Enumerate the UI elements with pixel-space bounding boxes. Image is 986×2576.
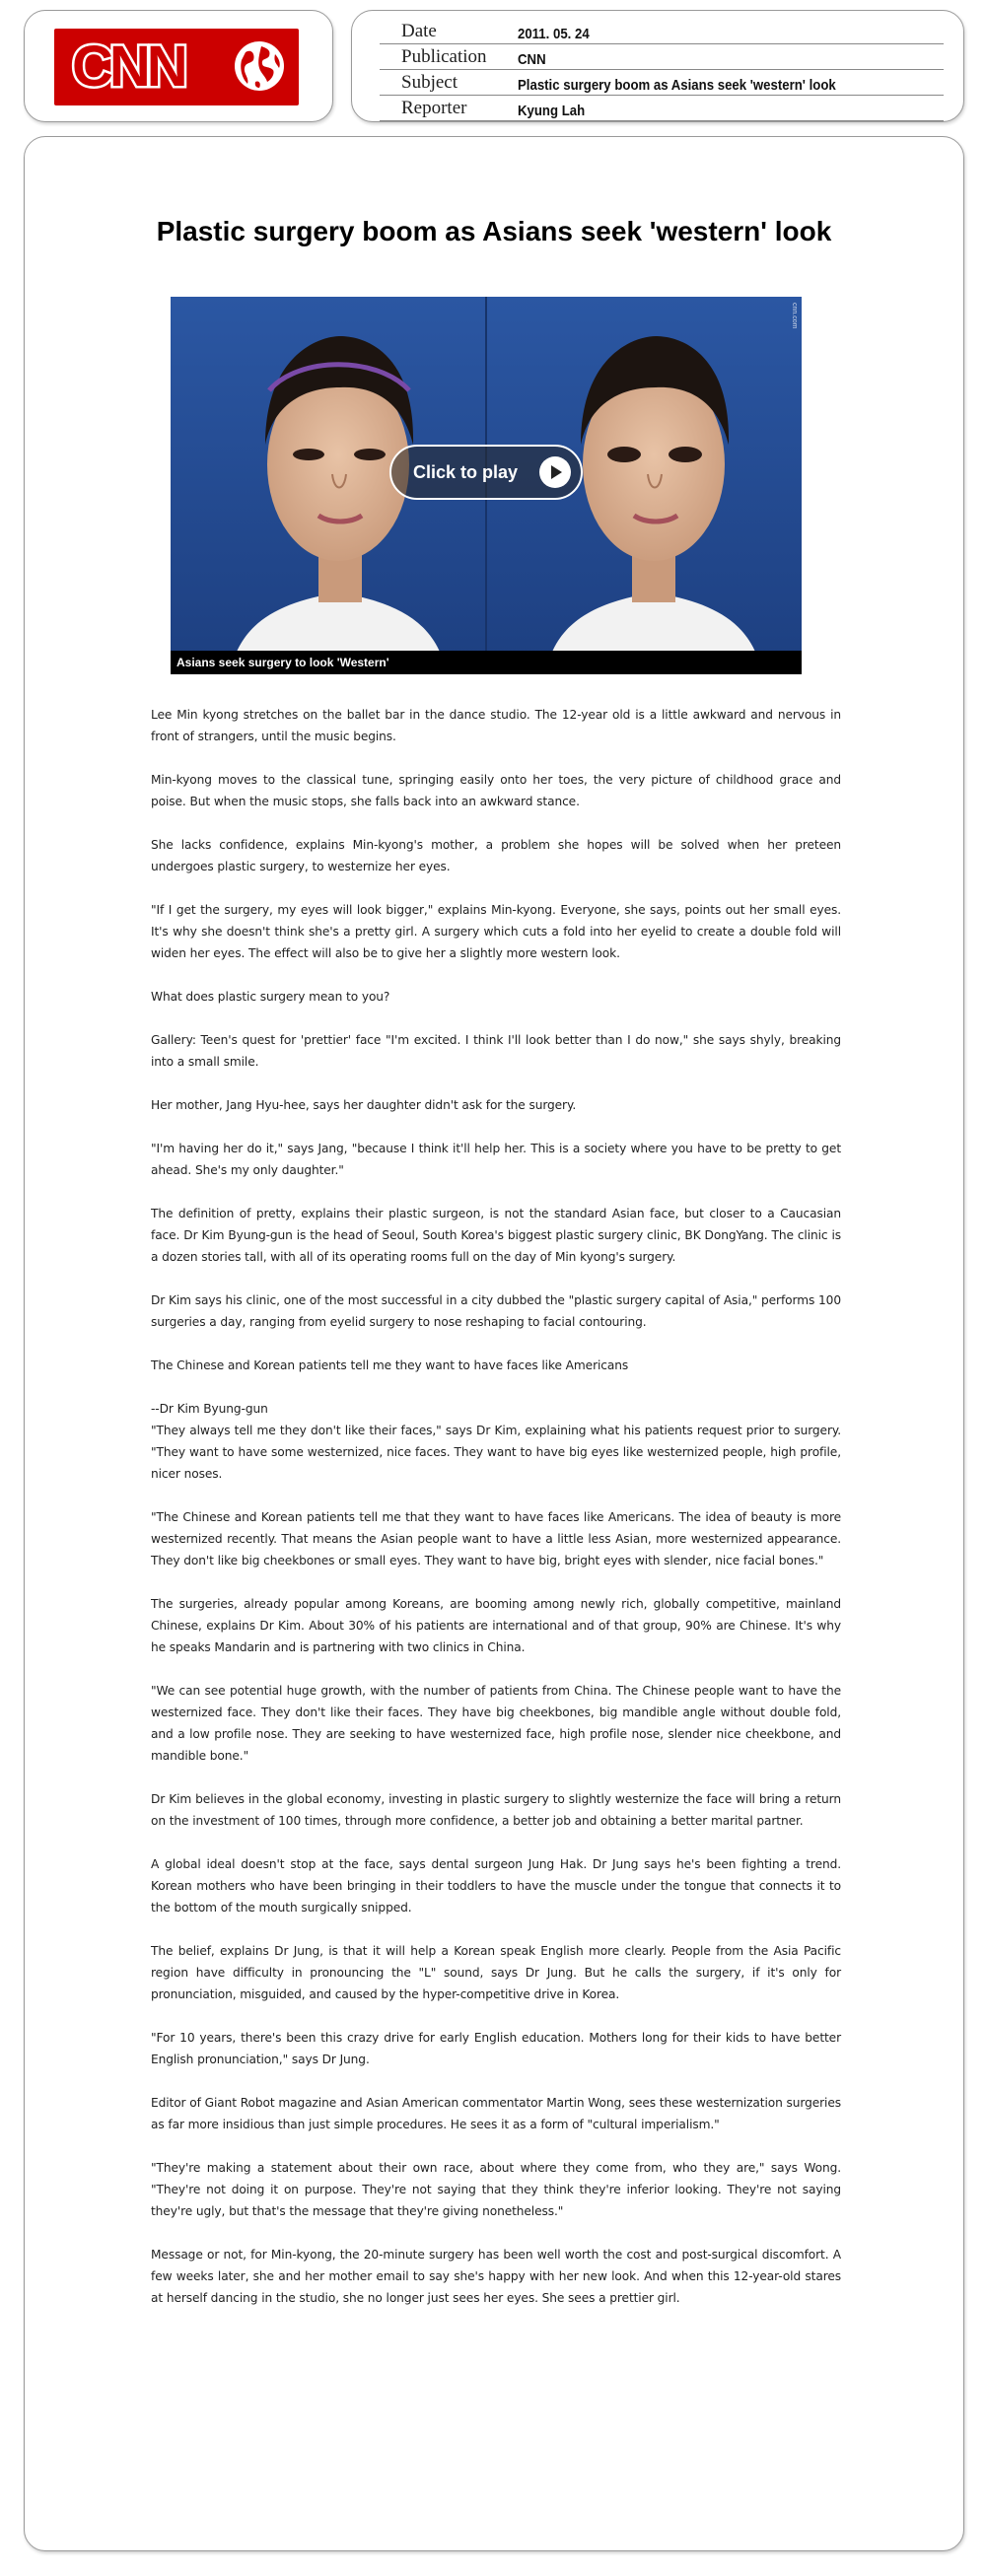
- meta-row-date: [380, 19, 944, 44]
- cnn-logo-text: CNN: [72, 35, 184, 99]
- globe-icon: [232, 38, 287, 94]
- article-paragraph: The Chinese and Korean patients tell me they want to have faces like Americans: [151, 1358, 629, 1372]
- meta-label: Subject: [380, 70, 518, 96]
- article-paragraph: A global ideal doesn't stop at the face, says dental surgeon Jung Hak. Dr Jung says he's been fighting a trend. Korean mothers who have been bringing in their toddlers to have the muscle under the tongue that connects it to the bottom of the mouth surgically snipped.: [151, 1857, 841, 1915]
- meta-label: Reporter: [380, 96, 518, 121]
- article-paragraph: Dr Kim believes in the global economy, investing in plastic surgery to slightly westernize the face will bring a return on the investment of 100 times, through more confidence, a better job and obtaining a better marital partner.: [151, 1792, 841, 1828]
- article-paragraph: Editor of Giant Robot magazine and Asian American commentator Martin Wong, sees these westernization surgeries as far more insidious than just simple procedures. He sees it as a form of "cultural imperialism.": [151, 2096, 841, 2131]
- article-paragraph: Min-kyong moves to the classical tune, springing easily onto her toes, the very picture of childhood grace and poise. But when the music stops, she falls back into an awkward stance.: [151, 773, 841, 808]
- article-paragraph: The surgeries, already popular among Koreans, are booming among newly rich, globally competitive, mainland Chinese, explains Dr Kim. About 30% of his patients are international and of that group, 90% are Chinese. It's why he speaks Mandarin and is partnering with two clinics in China.: [151, 1597, 841, 1654]
- article-paragraph: What does plastic surgery mean to you?: [151, 990, 390, 1004]
- article-paragraph: Message or not, for Min-kyong, the 20-minute surgery has been well worth the cost and post-surgical discomfort. A few weeks later, she and her mother email to say she's happy with her new look. And when this 12-year-old stares at herself dancing in the studio, she no longer just sees her eyes. She sees a prettier girl.: [151, 2248, 841, 2305]
- cnn-logo: [54, 29, 299, 105]
- play-icon: [539, 456, 571, 488]
- article-paragraph: Lee Min kyong stretches on the ballet bar in the dance studio. The 12-year old is a little awkward and nervous in front of strangers, until the music begins.: [151, 708, 841, 743]
- article-paragraph: She lacks confidence, explains Min-kyong's mother, a problem she hopes will be solved when her preteen undergoes plastic surgery, to westernize her eyes.: [151, 838, 841, 873]
- logo-panel: [24, 10, 333, 122]
- article-paragraph: Dr Kim says his clinic, one of the most successful in a city dubbed the "plastic surgery capital of Asia," performs 100 surgeries a day, ranging from eyelid surgery to nose reshaping to facial contouring.: [151, 1293, 841, 1329]
- meta-value: CNN: [518, 44, 892, 70]
- article-paragraph: "The Chinese and Korean patients tell me that they want to have faces like Americans. The idea of beauty is more westernized recently. That means the Asian people want to have a little less Asian, more westernized appearance. They don't like big cheekbones or small eyes. They want to have big, bright eyes with slender, nice facial bones.": [151, 1510, 841, 1567]
- video-watermark: cnn.com: [791, 303, 798, 329]
- metadata-table: [380, 19, 944, 121]
- article-paragraph: Her mother, Jang Hyu-hee, says her daughter didn't ask for the surgery.: [151, 1098, 577, 1112]
- meta-label: Date: [380, 19, 518, 44]
- meta-value: Plastic surgery boom as Asians seek 'western' look: [518, 70, 892, 96]
- video-player[interactable]: [171, 297, 802, 674]
- article-paragraph: The definition of pretty, explains their plastic surgeon, is not the standard Asian face, but closer to a Caucasian face. Dr Kim Byung-gun is the head of Seoul, South Korea's biggest plastic surgery clinic, BK DongYang. The clinic is a dozen stories tall, with all of its operating rooms full on the day of Min kyong's surgery.: [151, 1207, 841, 1264]
- article-panel: [24, 136, 964, 2551]
- article-paragraph: The belief, explains Dr Jung, is that it will help a Korean speak English more clearly. People from the Asia Pacific region have difficulty in pronouncing the "L" sound, says Dr Jung. But he calls the surgery, if it's only for pronunciation, misguided, and caused by the hyper-competitive drive in Korea.: [151, 1944, 841, 2001]
- meta-label: Publication: [380, 44, 518, 70]
- meta-row-subject: [380, 70, 944, 96]
- metadata-panel: [351, 10, 964, 122]
- article-body: [151, 704, 841, 2331]
- video-caption: Asians seek surgery to look 'Western': [171, 651, 802, 674]
- article-paragraph: "We can see potential huge growth, with the number of patients from China. The Chinese people want to have the westernized face. They don't like their faces. They have big cheekbones, big mandible angle without double fold, and a low profile nose. They are seeking to have westernized face, high profile nose, slender nice cheekbone, and mandible bone.": [151, 1684, 841, 1763]
- article-paragraph: Gallery: Teen's quest for 'prettier' face "I'm excited. I think I'll look better than I do now," she says shyly, breaking into a small smile.: [151, 1033, 841, 1069]
- meta-value: Kyung Lah: [518, 96, 892, 121]
- article-paragraph: --Dr Kim Byung-gun "They always tell me they don't like their faces," says Dr Kim, explaining what his patients request prior to surgery. "They want to have some westernized, nice faces. They want to have big eyes like westernized people, high profile, nicer noses.: [151, 1402, 841, 1481]
- article-paragraph: "If I get the surgery, my eyes will look bigger," explains Min-kyong. Everyone, she says, points out her small eyes. It's why she doesn't think she's a pretty girl. A surgery which cuts a fold into her eyelid to create a double fold will widen her eyes. The effect will also be to give her a slightly more western look.: [151, 903, 841, 960]
- article-headline: Plastic surgery boom as Asians seek 'western' look: [156, 216, 832, 246]
- meta-row-reporter: [380, 96, 944, 121]
- article-paragraph: "I'm having her do it," says Jang, "because I think it'll help her. This is a society where you have to be pretty to get ahead. She's my only daughter.": [151, 1142, 841, 1177]
- meta-row-publication: [380, 44, 944, 70]
- article-paragraph: "For 10 years, there's been this crazy drive for early English education. Mothers long for their kids to have better English pronunciation," says Dr Jung.: [151, 2031, 841, 2066]
- article-paragraph: "They're making a statement about their own race, about where they come from, who they are," says Wong. "They're not doing it on purpose. They're not saying that they think they're inferior looking. They're not saying they're ugly, but that's the message that they're giving nonetheless.": [151, 2161, 841, 2218]
- click-to-play-button[interactable]: [389, 445, 583, 500]
- meta-value: 2011. 05. 24: [518, 19, 892, 44]
- play-label: Click to play: [413, 461, 519, 482]
